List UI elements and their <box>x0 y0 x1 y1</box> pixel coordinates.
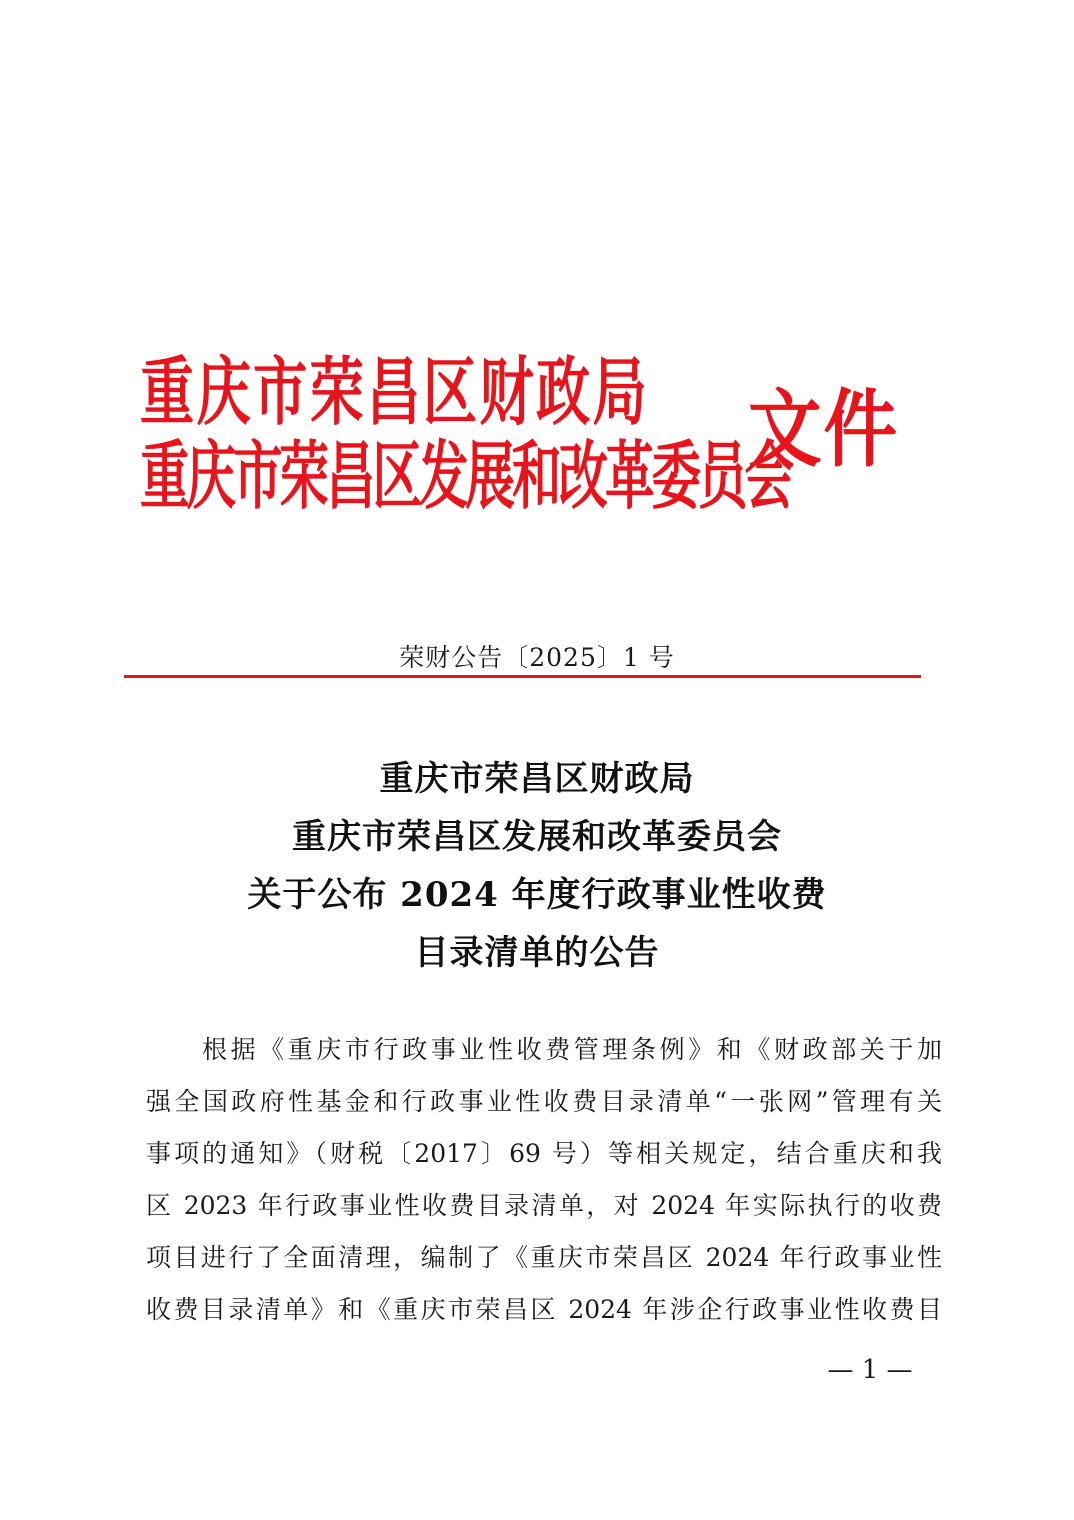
title-line: 关于公布 2024 年度行政事业性收费 <box>247 875 827 915</box>
red-separator-line <box>124 675 921 678</box>
body-line: 根据《重庆市行政事业性收费管理条例》和《财政部关于加 <box>202 1035 942 1064</box>
title-line: 重庆市荣昌区财政局 <box>379 759 695 799</box>
body-line: 事项的通知》（财税〔2017〕69 号）等相关规定，结合重庆和我 <box>146 1139 942 1168</box>
title-line: 重庆市荣昌区发展和改革委员会 <box>292 817 782 857</box>
page-number: — 1 — <box>827 1355 913 1385</box>
document-number: 荣财公告〔2025〕1 号 <box>399 643 675 672</box>
body-line: 项目进行了全面清理，编制了《重庆市荣昌区 2024 年行政事业性 <box>146 1243 942 1272</box>
issuer-finance-bureau: 重庆市荣昌区财政局 <box>140 349 650 436</box>
body-line: 收费目录清单》和《重庆市荣昌区 2024 年涉企行政事业性收费目 <box>146 1295 942 1324</box>
body-paragraph <box>146 1024 942 1336</box>
title-line: 目录清单的公告 <box>414 933 660 973</box>
body-line: 区 2023 年行政事业性收费目录清单，对 2024 年实际执行的收费 <box>146 1191 942 1220</box>
document-title <box>0 750 1074 982</box>
document-header <box>140 340 920 530</box>
document-type-label: 文件 <box>748 380 899 479</box>
issuer-development-reform-commission: 重庆市荣昌区发展和改革委员会 <box>140 433 791 520</box>
body-line: 强全国政府性基金和行政事业性收费目录清单“一张网”管理有关 <box>146 1087 942 1116</box>
